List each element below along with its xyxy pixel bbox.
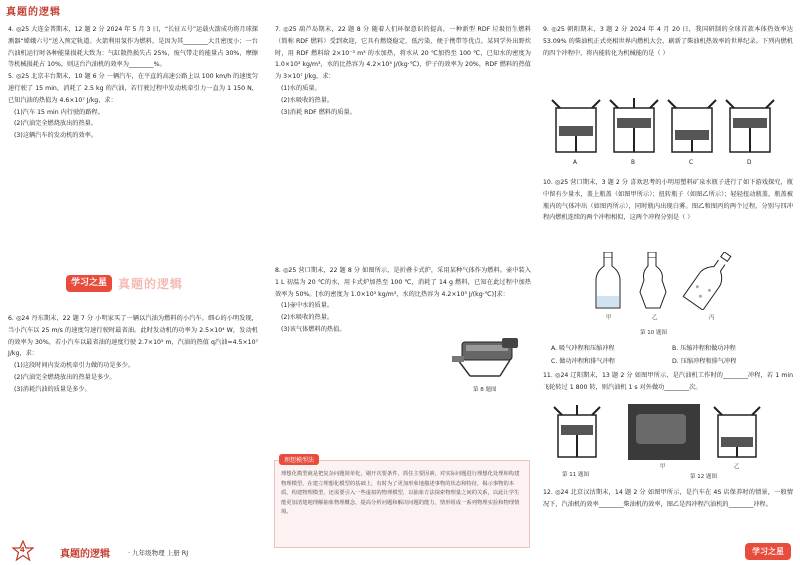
brand-text: 真题的逻辑 [118,277,184,291]
question-11-block [543,370,793,394]
car-maintenance-photo [628,404,700,460]
question-5-part-1: (1)汽车 15 min 内行驶的路程。 [14,108,104,116]
engine-diagram-c [668,100,716,152]
question-7-part-3: (3)消耗 RDF 燃料的质量。 [281,108,356,116]
model-method-text: 理想化模型就是把复杂问题简单化，剔开次要条件，抓住主要因素，对实际问题进行理想化处理和构建物理模型，在建立理想化模型的基础上，有时为了更加形象地描述事物的状态和特征，揭示事物的本质，构建物理模型，还需要引入一些虚拟的物理模型，以抽象方法探索物理量之间的关系，以此让学生能更加清楚地理解抽象物理概念，提高分析问题和解决问题的能力，情形组成一系列物理实验和物理情境。 [281,471,520,516]
page-footer [0,540,800,565]
figure-10-caption: 第 10 题图 [640,330,667,336]
bottle-bing [683,252,737,310]
q10-option-c: C. 做功冲程和排气冲程 [551,358,615,365]
option-label-c: C [689,160,694,166]
question-6-part-3: (3)消耗汽油的质量是多少。 [14,385,91,393]
q10-option-d: D. 压缩冲程和排气冲程 [672,358,737,365]
column-left [8,24,258,142]
page-number: 4 [20,546,25,554]
option-label-a: A [573,160,577,166]
model-method-box [274,457,530,548]
question-6-part-2: (2)汽油完全燃烧放出的热量是多少。 [14,373,116,381]
question-12-block [543,487,793,511]
question-6: 6. ◎24 丹东期末，22 题 7 分 小明家买了一辆以汽油为燃料的小汽车。细心的小明发现，当小汽车以 25 m/s 的速度匀速行驶时最省油。此时发动机的功率为 2.5×10⁴ W，发动机的效率为 30%，若小汽车以最省油的速度行驶 2.7×10⁵ m，汽油的热值 q汽油=4.5×10⁷ J/kg，求： [8,315,258,358]
question-8-part-2: (2)水吸收的热量。 [281,314,334,322]
question-8-part-1: (1)壶中水的质量。 [281,302,334,310]
figure-12-caption: 第 12 题图 [690,474,717,480]
figure-12-label-jia: 甲 [660,464,666,470]
q10-option-a: A. 吸气冲程和压缩冲程 [551,345,615,352]
column-right [543,24,793,59]
question-4: 4. ◎25 大连金普期末，12 题 2 分 2024 年 5 月 3 日，“长征五号”运载火箭成功将月球探测器“嫦娥六号”送入预定轨道。火箭利用氢作为燃料，是因为其________大且密度小；一台汽油机运行时各种能量损耗大致为：气缸散热损失占 25%，废气带走的能量占 30%，摩擦等机械损耗占 10%，则这台汽油机的效率为________%。 [8,26,258,69]
question-9: 9. ◎25 朝阳期末，3 题 2 分 2024 年 4 月 20 日，我国研制的全球首款本体热效率达 53.09% 的柴油机正式亮相世界内燃机大会，刷新了柴油机热效率的世界纪录。下列内燃机的四个冲程中，将内能转化为机械能的是（ ） [543,26,793,57]
engine-figure-11 [548,405,606,463]
column-middle [275,24,531,118]
brand-box: 学习之星 [66,275,112,292]
footer-subtitle: · 九年级物理 上册 RJ [128,549,189,557]
question-11: 11. ◎24 辽阳期末，13 题 2 分 如图甲所示，是汽油机工作时的________冲程，若 1 min 飞轮转过 1 800 转，则汽油机 1 s 对外做功________次。 [543,372,793,391]
figure-10-label-yi: 乙 [652,315,658,321]
q10-option-b: B. 压缩冲程和做功冲程 [672,345,736,352]
engine-strokes-figure [548,96,783,158]
engine-diagram-a [552,100,600,152]
figure-10-label-jia: 甲 [606,315,612,321]
engine-diagram-b [610,98,658,152]
engine-diagram-d [726,100,774,152]
question-7-part-2: (2)水吸收的热量。 [281,96,334,104]
question-7: 7. ◎25 葫芦岛期末，22 题 8 分 随着人们环保意识的提高，一种新型 RDF 垃圾衍生燃料（简称 RDF 燃料）受到欢迎，它具有燃烧稳定、低污染、便于携带等优点。某同学外出野炊时，用 RDF 燃料给 2×10⁻³ m³ 的水加热，将水从 20 ℃加热至 100 ℃，已知水的密度为 1.0×10³ kg/m³，水的比热容为 4.2×10³ J/(kg·℃)，炉子的效率为 20%，RDF 燃料的热值为 3×10⁷ J/kg，求： [275,26,531,81]
figure-10-label-bing: 丙 [709,315,715,321]
column-left-lower [8,313,258,396]
footer-title: 真题的逻辑 [60,549,110,560]
brand-logo: 学习之星 [745,543,791,560]
column-middle-lower [275,265,531,336]
page-header-title: 真题的逻辑 [6,7,61,18]
camping-stove-figure [452,330,524,380]
figure-12-label-yi: 乙 [734,464,740,470]
question-8: 8. ◎25 营口期末，22 题 8 分 如图所示，是折叠卡式炉，采用某种气体作为燃料。壶中装入 1 L 初温为 20 ℃的水，用卡式炉加热至 100 ℃，消耗了 14 g 燃料，已知在此过程中加热效率为 50%。[水的密度为 1.0×10³ kg/m³，水的比热容为 4.2×10³ J/(kg·℃)]求： [275,267,531,298]
question-5-part-3: (3)这辆汽车的发动机的效率。 [14,132,98,140]
bottles-figure [590,252,740,310]
figure-8-caption: 第 8 题图 [473,387,497,393]
bottle-jia [596,252,620,308]
bottle-yi [640,252,666,308]
figure-11-caption: 第 11 题图 [562,472,589,478]
question-5: 5. ◎25 北京丰台期末，10 题 6 分 一辆汽车，在平直的高速公路上以 100 km/h 的速度匀速行驶了 15 min，消耗了 2.5 kg 的汽油，若行驶过程中发动机牵引力一直为 1 150 N，已知汽油的热值为 4.6×10⁷ J/kg，求： [8,73,258,104]
question-12: 12. ◎24 北京汉沽期末，14 题 2 分 如图甲所示，是汽车在 4S 店保养时的情景，一般情况下，汽油机的效率________柴油机的效率，图乙是四冲程汽油机的________冲程。 [543,489,793,508]
model-method-tag: 理想模型法 [279,454,319,465]
option-label-d: D [747,160,752,166]
option-label-b: B [631,160,635,166]
question-6-part-1: (1)这段时间内发动机牵引力做的功是多少。 [14,362,135,370]
question-10-block [543,177,793,224]
question-7-part-1: (1)水的质量。 [281,84,321,92]
brand-banner [66,273,241,295]
question-5-part-2: (2)汽油完全燃烧放出的热量。 [14,120,98,128]
question-10: 10. ◎25 营口期末，3 题 2 分 喜欢思考的小明用塑料矿泉水瓶子进行了如下游戏探究，瓶中留有少量水，盖上瓶盖（如图甲所示）；扭转瓶子（如图乙所示）；轻轻扭动瓶盖，瓶盖被瓶内的气体冲出（如图丙所示），同时瓶内出现白雾。图乙和图丙的两个过程，分别与四冲程内燃机连续的两个冲程相似，这两个冲程分别是（ ） [543,179,793,222]
question-8-part-3: (3)该气体燃料的热值。 [281,325,346,333]
engine-figure-12 [708,405,766,463]
